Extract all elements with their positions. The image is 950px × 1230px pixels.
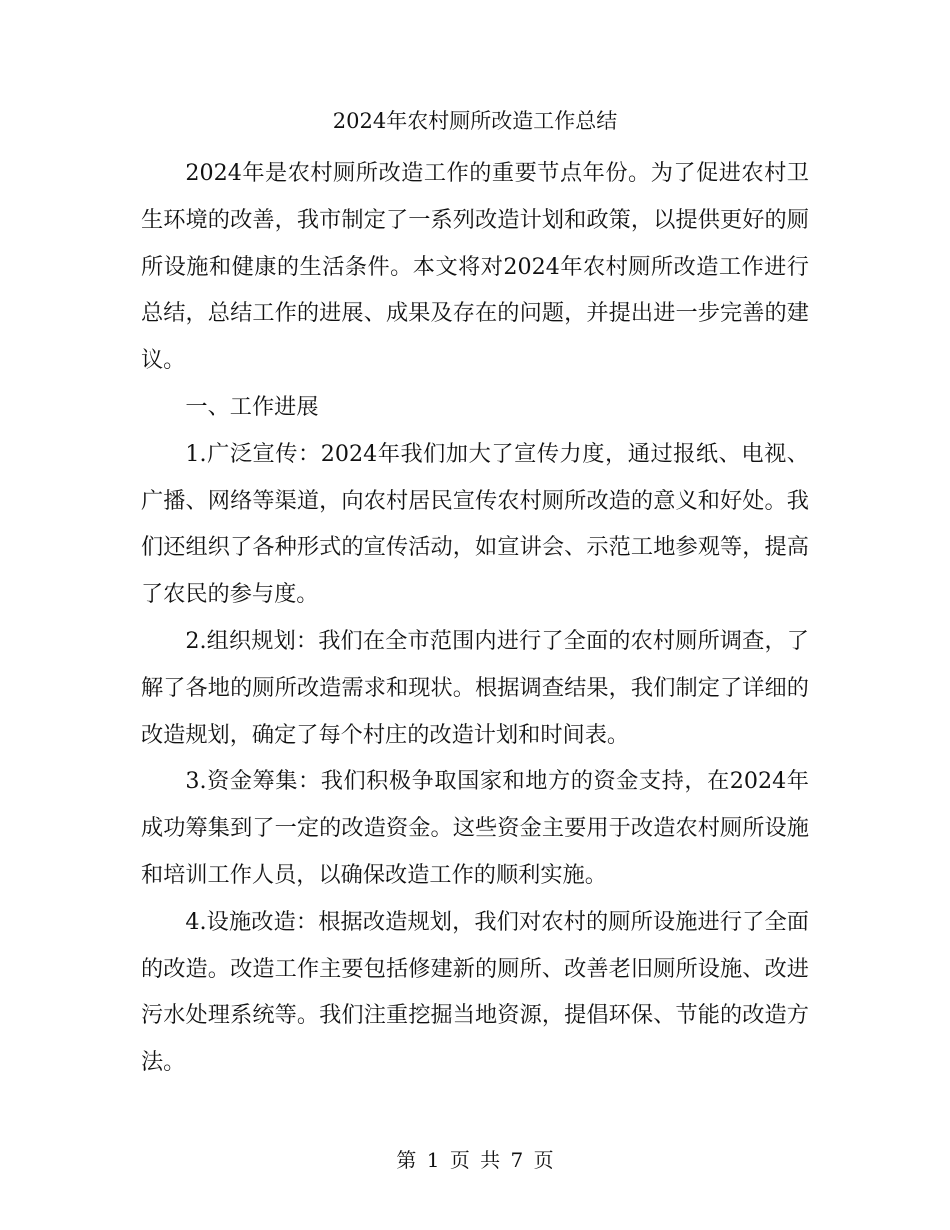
page-number-footer: 第 1 页 共 7 页 [396, 1148, 554, 1172]
paragraph-intro: 2024年是农村厕所改造工作的重要节点年份。为了促进农村卫生环境的改善，我市制定了一系列改造计划和政策，以提供更好的厕所设施和健康的生活条件。本文将对2024年农村厕所改造工作进行总结，总结工作的进展、成果及存在的问题，并提出进一步完善的建议。 [141, 160, 809, 374]
document-body [141, 150, 809, 1086]
paragraph-publicity: 1.广泛宣传：2024年我们加大了宣传力度，通过报纸、电视、广播、网络等渠道，向农村居民宣传农村厕所改造的意义和好处。我们还组织了各种形式的宣传活动，如宣讲会、示范工地参观等，提高了农民的参与度。 [141, 440, 809, 608]
paragraph-planning: 2.组织规划：我们在全市范围内进行了全面的农村厕所调查，了解了各地的厕所改造需求和现状。根据调查结果，我们制定了详细的改造规划，确定了每个村庄的改造计划和时间表。 [141, 627, 809, 748]
document-title: 2024年农村厕所改造工作总结 [332, 109, 618, 133]
paragraph-renovation: 4.设施改造：根据改造规划，我们对农村的厕所设施进行了全面的改造。改造工作主要包括修建新的厕所、改善老旧厕所设施、改进污水处理系统等。我们注重挖掘当地资源，提倡环保、节能的改造方法。 [141, 908, 809, 1076]
section-heading-progress: 一、工作进展 [185, 393, 319, 420]
paragraph-funding: 3.资金筹集：我们积极争取国家和地方的资金支持，在2024年成功筹集到了一定的改造资金。这些资金主要用于改造农村厕所设施和培训工作人员，以确保改造工作的顺利实施。 [141, 768, 809, 888]
